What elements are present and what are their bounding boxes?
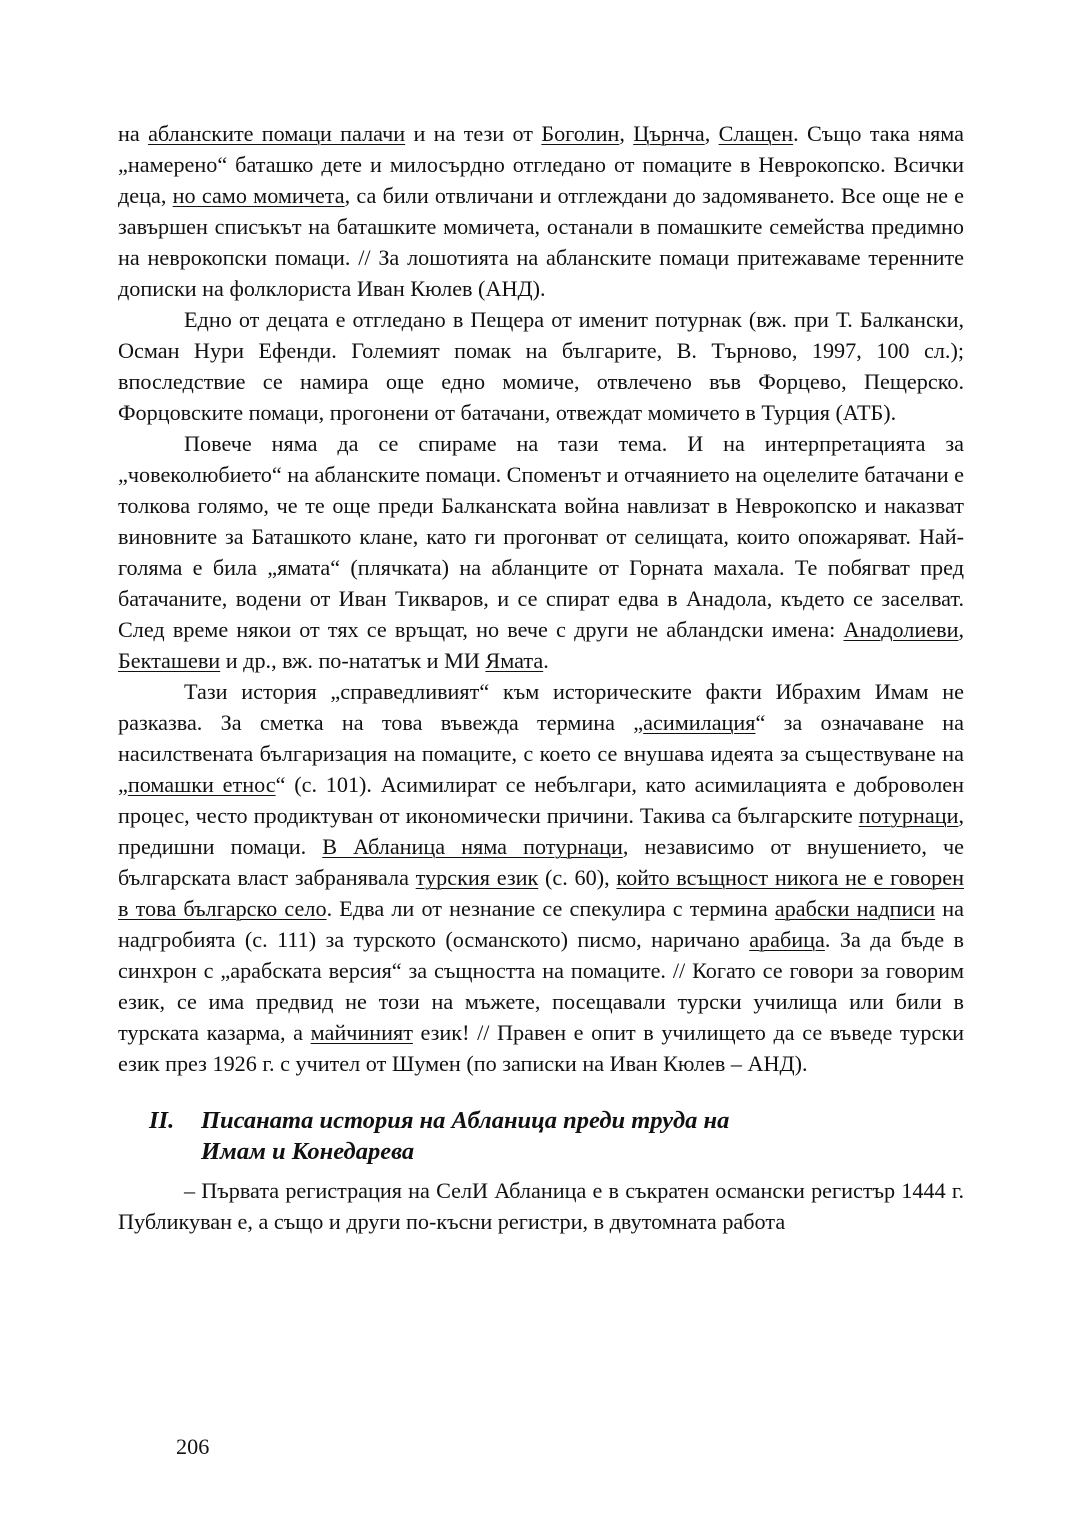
- underlined-term: турския език: [415, 865, 539, 890]
- text-run: Едно от децата е отгледано в Пещера от именит потурнак (вж. при Т. Балкански, Осман Нури Ефенди. Големият помак на българите, В. Търново, 1997, 100 сл.); впоследствие се намира още едно момиче, отвлечено във Форцево, Пещерско. Форцовските помаци, прогонени от батачани, отвеждат момичето в Турция (АТБ).: [118, 307, 964, 425]
- paragraph: [118, 428, 964, 676]
- paragraph: [118, 1175, 964, 1237]
- text-run: (с. 60),: [538, 865, 617, 890]
- text-run: . Също така няма „намерено“ баташко дете и милосърдно отгледано от помаците в Неврокопско. Всички деца,: [118, 121, 965, 208]
- underlined-term: потурнаци: [858, 803, 959, 828]
- text-run: на надгробията (с. 111) за турското (османското) писмо, наричано: [118, 896, 964, 952]
- text-run: ,: [619, 121, 634, 146]
- text-run: . За да бъде в синхрон с „арабската версия“ за същността на помаците. // Когато се говори за говорим език, се има предвид не този на мъжете, посещавали турски училища или били в турската казарма, а: [118, 927, 964, 1045]
- text-run: – Първата регистрация на СелИ Абланица е в съкратен османски регистър 1444 г. Публикуван е, а също и други по-късни регистри, в двутомната работа: [118, 1178, 964, 1234]
- paragraph: [118, 304, 964, 428]
- underlined-term: абланските помаци палачи: [148, 121, 406, 146]
- body-text: [118, 118, 964, 1079]
- underlined-term: помашки етнос: [127, 772, 276, 797]
- section-title-line-1: Писаната история на Абланица преди труда на: [201, 1107, 730, 1134]
- text-run: Тази история „справедливият“ към историческите факти Ибрахим Имам не разказва. За сметка на това въвежда термина „: [118, 679, 964, 735]
- section-heading: [118, 1105, 964, 1167]
- underlined-term: арабица: [749, 927, 825, 952]
- section-title-line-2: Имам и Конедарева: [201, 1138, 415, 1165]
- text-run: език! // Правен е опит в училището да се въведе турски език през 1926 г. с учител от Шумен (по записки на Иван Кюлев – АНД).: [118, 1020, 965, 1076]
- underlined-term: арабски надписи: [774, 896, 936, 921]
- text-run: и на тези от: [405, 121, 542, 146]
- underlined-term: Анадолиеви: [843, 617, 959, 642]
- text-run: “ (с. 101). Асимилират се небългари, като асимилацията е доброволен процес, често продиктуван от икономически причини. Такива са българските: [118, 772, 964, 828]
- underlined-term: който всъщност никога не е говорен в това българско село: [118, 865, 964, 921]
- page-number: 206: [176, 1434, 210, 1459]
- underlined-term: асимилация: [643, 710, 756, 735]
- text-run: и др., вж. по-нататък и МИ: [220, 648, 486, 673]
- underlined-term: Боголин: [541, 121, 620, 146]
- paragraph: [118, 118, 964, 304]
- text-run: ,: [958, 617, 964, 642]
- paragraph: [118, 676, 964, 1079]
- underlined-term: В Абланица няма потурнаци: [322, 834, 623, 859]
- page-body: [118, 118, 964, 1237]
- closing-text: [118, 1175, 964, 1237]
- text-run: , са били отвличани и отглеждани до задомяването. Все още не е завършен списъкът на баташките момичета, останали в помашките семейства предимно на неврокопски помаци. // За лошотията на абланските помаци притежаваме теренните дописки на фолклориста Иван Кюлев (АНД).: [118, 183, 964, 301]
- underlined-term: Църнча: [633, 121, 705, 146]
- text-run: на: [118, 121, 149, 146]
- text-run: “ за означаване на насилствената българизация на помаците, с което се внушава идеята за съществуване на „: [118, 710, 964, 797]
- underlined-term: Слащен: [718, 121, 794, 146]
- text-run: .: [543, 648, 549, 673]
- underlined-term: но само момичета: [172, 183, 345, 208]
- text-run: . Едва ли от незнание се спекулира с термина: [326, 896, 775, 921]
- text-run: Повече няма да се спираме на тази тема. И на интерпретацията за „човеколюбието“ на абланските помаци. Споменът и отчаянието на оцелелите батачани е толкова голямо, че те още преди Балканската война навлизат в Неврокопско и наказват виновните за Баташкото клане, като ги прогонват от селищата, които опожаряват. Най-голяма е била „ямата“ (плячката) на абланците от Горната махала. Те побягват пред батачаните, водени от Иван Тикваров, и се спират едва в Анадола, където се заселват. След време някои от тях се връщат, но вече с други не абландски имена:: [118, 431, 964, 642]
- text-run: , независимо от внушението, че българската власт забранявала: [118, 834, 965, 890]
- section-number: II.: [149, 1107, 175, 1134]
- underlined-term: Бекташеви: [118, 648, 221, 673]
- text-run: , предишни помаци.: [118, 803, 964, 859]
- section-title: [201, 1105, 964, 1167]
- underlined-term: майчиният: [310, 1020, 413, 1045]
- text-run: ,: [704, 121, 719, 146]
- underlined-term: Ямата: [485, 648, 544, 673]
